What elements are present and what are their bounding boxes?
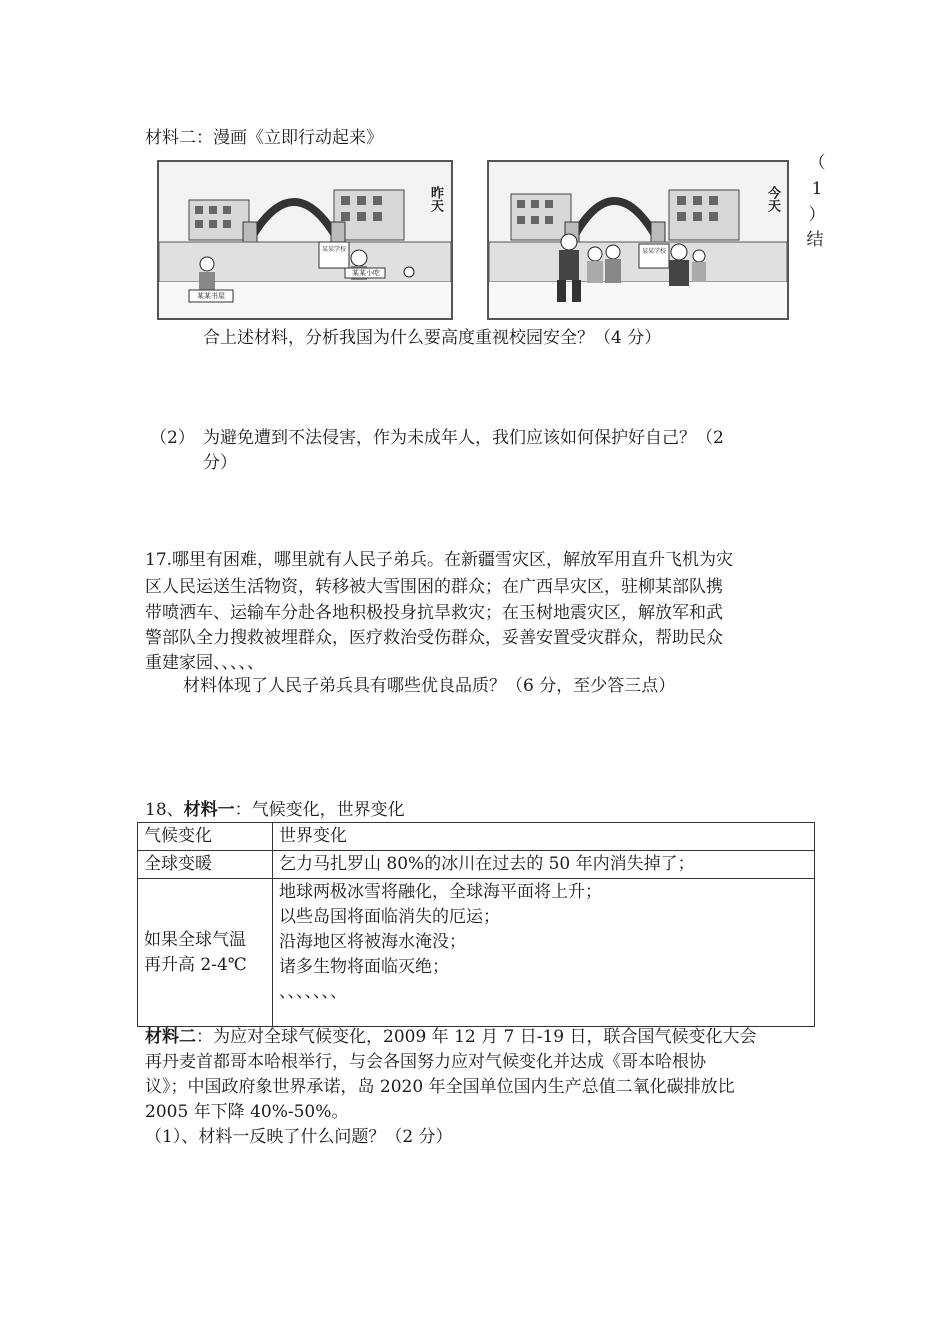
side-char-2: ） <box>808 205 826 225</box>
table-cell-line: 沿海地区将被海水淹没； <box>279 932 466 952</box>
q18-material2-line-2: 再丹麦首都哥本哈根举行，与会各国努力应对气候变化并达成《哥本哈根协 <box>145 1052 706 1072</box>
side-char-0: （ <box>808 153 826 173</box>
table-cell <box>273 879 815 1027</box>
q17-line-1: 17.哪里有困难，哪里就有人民子弟兵。在新疆雪灾区，解放军用直升飞机为灾 <box>145 550 734 570</box>
q18-number: 18、 <box>145 800 184 820</box>
side-char-1: 1 <box>811 179 823 199</box>
material2-title: 材料二：漫画《立即行动起来》 <box>145 128 383 148</box>
q17-line-2: 区人民运送生活物资，转移被大雪围困的群众；在广西旱灾区，驻柳某部队携 <box>145 577 723 597</box>
table-cell: 乞力马扎罗山 80%的冰川在过去的 50 年内消失掉了； <box>273 851 815 879</box>
table-header-cell: 气候变化 <box>138 823 273 851</box>
q18-heading <box>145 798 405 822</box>
table-header-cell: 世界变化 <box>273 823 815 851</box>
q16-2-number: （2） <box>150 428 195 448</box>
table-cell-line: 再升高 2-4℃ <box>144 954 247 975</box>
q16-2-line1: 为避免遭到不法侵害，作为未成年人，我们应该如何保护好自己？（2 <box>203 428 724 448</box>
q18-material2-text-1: ：为应对全球气候变化，2009 年 12 月 7 日-19 日，联合国气候变化大会 <box>196 1027 757 1047</box>
cartoon-today-label: 今天 <box>765 186 780 212</box>
q18-material1-title: ：气候变化，世界变化 <box>234 800 405 820</box>
q18-material2-line-1 <box>145 1025 757 1049</box>
table-cell-line: 诸多生物将面临灭绝； <box>279 957 449 977</box>
table-cell-line: 地球两极冰雪将融化，全球海平面将上升； <box>279 882 602 902</box>
q16-2-line2: 分） <box>203 453 237 473</box>
side-char-3: 结 <box>806 230 824 250</box>
cartoon-yesterday-gate-sign: 某某学校 <box>322 246 347 253</box>
q16-1-question: 合上述材料，分析我国为什么要高度重视校园安全？（4 分） <box>203 328 662 348</box>
cartoon-yesterday <box>157 160 453 320</box>
table-cell-line: 如果全球气温 <box>144 929 246 950</box>
q17-line-3: 带喷洒车、运输车分赴各地积极投身抗旱救灾；在玉树地震灾区，解放军和武 <box>145 603 723 623</box>
cartoon-today-gate-sign: 某某学校 <box>642 248 667 255</box>
table-cell <box>138 879 273 1027</box>
q18-material2-line-4: 2005 年下降 40%-50%。 <box>145 1102 349 1122</box>
climate-table <box>137 822 815 1027</box>
cartoon-yesterday-stall-sign: 某某小吃 <box>352 269 380 277</box>
table-row <box>138 879 815 1027</box>
table-row <box>138 851 815 879</box>
cartoon-yesterday-label: 昨天 <box>428 186 443 212</box>
table-cell-line: 以些岛国将面临消失的厄运； <box>279 907 500 927</box>
table-row <box>138 823 815 851</box>
table-cell-line: 、、、、、、、 <box>279 982 347 1002</box>
cartoon-today <box>487 160 789 320</box>
q18-material2-line-3: 议》；中国政府象世界承诺，岛 2020 年全国单位国内生产总值二氧化碳排放比 <box>145 1077 735 1097</box>
cartoon-yesterday-book-sign: 某某书屋 <box>197 292 225 300</box>
q17-line-5: 重建家园、、、、、 <box>145 653 264 673</box>
q18-question-1: （1）、材料一反映了什么问题？（2 分） <box>145 1127 453 1147</box>
q18-material1-label: 材料一 <box>183 800 235 820</box>
q17-line-4: 警部队全力搜救被埋群众，医疗救治受伤群众，妥善安置受灾群众，帮助民众 <box>145 628 723 648</box>
table-cell: 全球变暖 <box>138 851 273 879</box>
q18-material2-label: 材料二 <box>145 1027 196 1047</box>
q17-question: 材料体现了人民子弟兵具有哪些优良品质？（6 分，至少答三点） <box>183 676 676 696</box>
